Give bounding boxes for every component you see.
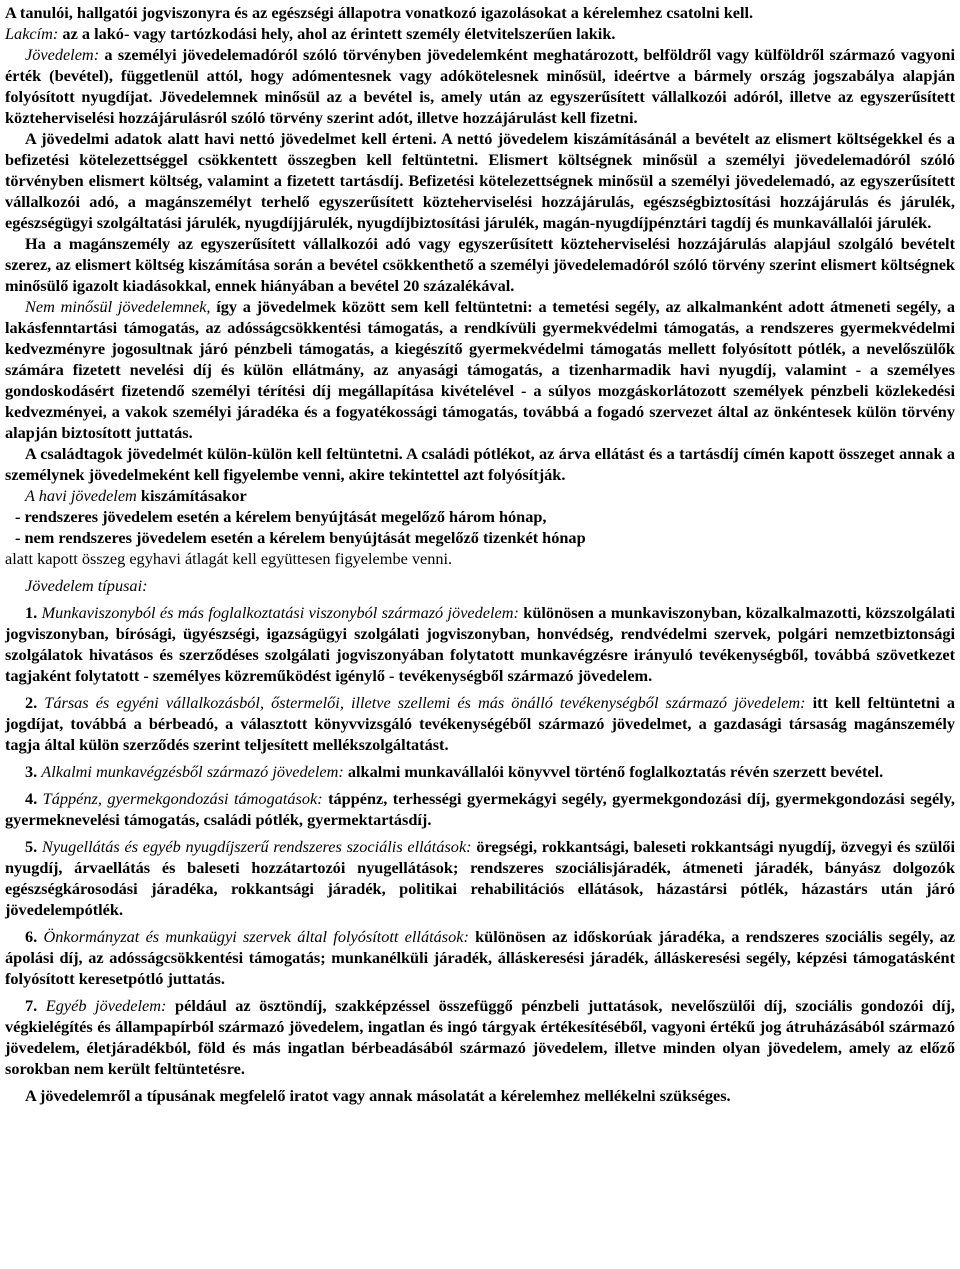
item-text: különösen a munkaviszonyban, közalkalmazotti, közszolgálati jogviszonyban, bírósági, ügyészségi, igazságügyi szolgálati jogviszonyban, honvédség, rendvédelmi szervek, polgári nemzetbiztonsági szolgálatok hivatásos és szerződéses szolgálati jogviszonyában folytatott munkavégzésre irányuló tevékenységből, továbbá szövetkezet tagjaként folytatott - személyes közreműködést igénylő - tevékenységből származó jövedelem. — [5, 603, 956, 685]
item-number: 2. — [25, 693, 38, 712]
item-label: Nyugellátás és egyéb nyugdíjszerű rendszeres szociális ellátások: — [41, 837, 472, 856]
item-label: Alkalmi munkavégzésből származó jövedelem: — [41, 762, 344, 781]
monthly-income-label: A havi jövedelem — [25, 486, 137, 505]
item-text: itt kell feltüntetni a jogdíjat, továbbá a bérbeadó, a választott könyvvizsgáló tevékenységéből származó jövedelmet, a gazdasági társaság magánszemély tagja által külön szerződés szerint teljesített mellékszolgáltatást. — [5, 693, 956, 754]
irregular-income-rule: - nem rendszeres jövedelem esetén a kérelem benyújtását megelőző tizenkét hónap — [15, 528, 586, 547]
item-number: 5. — [25, 837, 38, 856]
family-income-paragraph: A családtagok jövedelmét külön-külön kell feltüntetni. A családi pótlékot, az árva ellátást és a tartásdíj címén kapott összeget annak a személynek jövedelmeként kell figyelembe venni, akire tekintettel azt folyósítják. — [5, 444, 955, 484]
income-type-item — [5, 926, 955, 989]
item-label: Táppénz, gyermekgondozási támogatások: — [42, 789, 323, 808]
income-text: a személyi jövedelemadóról szóló törvényben jövedelemként meghatározott, belföldről vagy külföldről származó vagyoni érték (bevétel), függetlenül attól, hogy adómentesnek vagy adókötelesnek minősül, ideértve a bármely ország jogszabálya alapján folyósított nyugdíjat. Jövedelemnek minősül az a bevétel is, amely után az egyszerűsített vállalkozói adóról, illetve az egyszerűsített közteherviselési hozzájárulásról szóló törvény szerint adót, illetve hozzájárulást kell fizetni. — [5, 45, 955, 127]
address-text: az a lakó- vagy tartózkodási hely, ahol az érintett személy életvitelszerűen lakik. — [58, 24, 616, 43]
income-type-item — [5, 995, 955, 1079]
income-type-item — [5, 692, 955, 755]
income-label: Jövedelem: — [25, 45, 100, 64]
income-type-item — [5, 788, 955, 830]
regular-income-rule: - rendszeres jövedelem esetén a kérelem benyújtását megelőző három hónap, — [15, 507, 547, 526]
address-definition — [5, 23, 955, 44]
item-label: Társas és egyéni vállalkozásból, őstermelői, illetve szellemi és más önálló tevékenységből származó jövedelem: — [44, 693, 806, 712]
item-label: Munkaviszonyból és más foglalkoztatási viszonyból származó jövedelem: — [41, 603, 519, 622]
income-type-item — [5, 602, 955, 686]
item-text: táppénz, terhességi gyermekágyi segély, gyermekgondozási díj, gyermekgondozási segély, gyermeknevelési támogatás, családi pótlék, gyermektartásdíj. — [5, 789, 956, 829]
net-income-paragraph: A jövedelmi adatok alatt havi nettó jövedelmet kell érteni. A nettó jövedelem kiszámításánál a bevételt az elismert költségekkel és a befizetési kötelezettséggel csökkentett összegben kell feltüntetni. Elismert költségnek minősül a személyi jövedelemadóról szóló törvényben elismert költség, valamint a fizetett tartásdíj. Befizetési kötelezettségnek minősül a személyi jövedelemadó, az egyszerűsített vállalkozói adó, a magánszemélyt terhelő egyszerűsített közteherviselési hozzájárulás, egészségbiztosítási hozzájárulás és járulék, egészségügyi szolgáltatási járulék, nyugdíjjárulék, nyugdíjbiztosítási járulék, magán-nyugdíjpénztári tagdíj és munkavállalói járulék. — [5, 129, 955, 232]
item-number: 3. — [25, 762, 38, 781]
monthly-income-tail: alatt kapott összeg egyhavi átlagát kell együttesen figyelembe venni. — [5, 549, 453, 568]
not-income-label: Nem minősül jövedelemnek, — [25, 297, 211, 316]
not-income-text: így a jövedelmek között sem kell feltüntetni: a temetési segély, az alkalmanként adott átmeneti segély, a lakásfenntartási támogatás, az adósságcsökkentési támogatás, a rendkívüli gyermekvédelmi támogatás, a rendszeres gyermekvédelmi kedvezményre jogosultnak járó pénzbeli támogatás, a kiegészítő gyermekvédelmi támogatás mellett folyósított pótlék, a nevelőszülők számára fizetett nevelési díj és külön ellátmány, az anyasági támogatás, a tizenharmadik havi nyugdíj, valamint - a személyes gondoskodásért fizetendő személyi térítési díj megállapítása kivételével - a súlyos mozgáskorlátozott személyek pénzbeli közlekedési kedvezményei, a vakok személyi járadéka és a fogyatékossági támogatás, továbbá a fogadó szervezet által az önkéntesek külön törvény alapján biztosított juttatás. — [5, 297, 956, 442]
address-label: Lakcím: — [5, 24, 59, 43]
item-text: különösen az időskorúak járadéka, a rendszeres szociális segély, az ápolási díj, az adósságcsökkentési támogatás; munkanélküli járadék, álláskeresési járadék, álláskeresési segély, képzési támogatásként folyósított keresetpótló juttatás. — [5, 927, 955, 988]
item-number: 7. — [25, 996, 38, 1015]
item-number: 6. — [25, 927, 38, 946]
simplified-tax-paragraph: Ha a magánszemély az egyszerűsített vállalkozói adó vagy egyszerűsített közteherviselési hozzájárulás alapjául szolgáló bevételt szerez, az elismert költség kiszámítása során a bevétel csökkenthető a személyi jövedelemadóról szóló törvény szerint elismert költségnek minősülő igazolt kiadásokkal, ennek hiányában a bevétel 20 százalékával. — [5, 234, 955, 295]
item-label: Önkormányzat és munkaügyi szervek által folyósított ellátások: — [43, 927, 469, 946]
item-number: 1. — [25, 603, 38, 622]
income-types-heading-text: Jövedelem típusai: — [25, 576, 148, 595]
not-income-paragraph — [5, 296, 955, 443]
income-types-heading — [5, 575, 955, 596]
income-type-item — [5, 836, 955, 920]
monthly-income-text: kiszámításakor — [136, 486, 247, 505]
attachment-note: A tanulói, hallgatói jogviszonyra és az egészségi állapotra vonatkozó igazolásokat a kérelemhez csatolni kell. — [5, 3, 754, 22]
item-text: öregségi, rokkantsági, baleseti rokkantsági nyugdíj, özvegyi és szülői nyugdíj, árvaellátás és baleseti hozzátartozói nyugellátások; rendszeres szociálisjáradék, átmeneti járadék, bányász dolgozók egészségkárosodási járadéka, rokkantsági járadék, politikai rehabilitációs ellátások, házastársi pótlék, házastárs után járó jövedelempótlék. — [5, 837, 955, 919]
item-text: például az ösztöndíj, szakképzéssel összefüggő pénzbeli juttatások, nevelőszülői díj, szociális gondozói díj, végkielégítés és állampapírból származó jövedelem, ingatlan és ingó tárgyak értékesítéséből, vagyoni értékű jog átruházásából származó jövedelem, életjáradékból, föld és más ingatlan bérbeadásából származó jövedelem, illetve minden olyan jövedelem, amely az előző sorokban nem került feltüntetésre. — [5, 996, 955, 1078]
closing-note: A jövedelemről a típusának megfelelő iratot vagy annak másolatát a kérelemhez mellékelni szükséges. — [25, 1086, 731, 1105]
item-text: alkalmi munkavállalói könyvvel történő foglalkoztatás révén szerzett bevétel. — [343, 762, 884, 781]
item-label: Egyéb jövedelem: — [45, 996, 167, 1015]
income-type-item — [5, 761, 955, 782]
item-number: 4. — [25, 789, 38, 808]
income-definition — [5, 44, 955, 128]
monthly-income-intro — [5, 485, 955, 506]
